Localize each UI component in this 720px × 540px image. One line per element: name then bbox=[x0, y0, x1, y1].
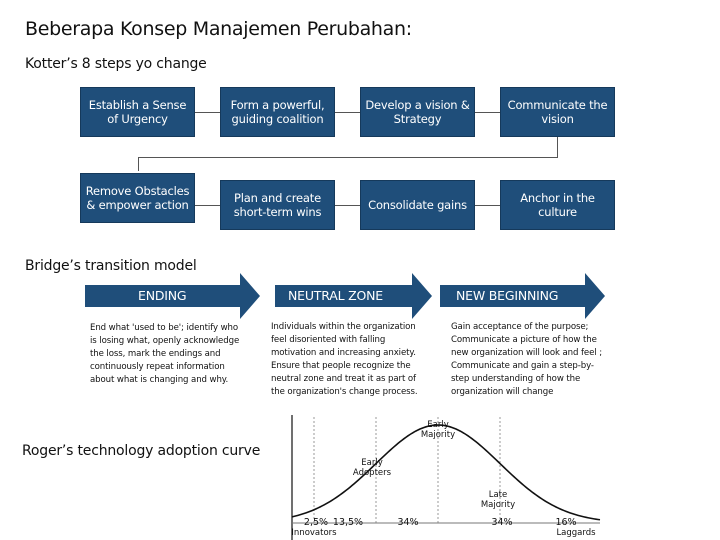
share-label-1: 2,5% bbox=[303, 517, 329, 528]
category-label-1: Innovators bbox=[291, 528, 337, 538]
category-label-2: Early Adopters bbox=[352, 458, 392, 478]
connector-line bbox=[557, 137, 558, 158]
new-beginning-label: NEW BEGINNING bbox=[456, 288, 559, 303]
kotter-step-6: Plan and create short-term wins bbox=[220, 180, 335, 230]
connector-line bbox=[475, 112, 503, 113]
connector-line bbox=[335, 205, 363, 206]
page-title: Beberapa Konsep Manajemen Perubahan: bbox=[25, 18, 412, 40]
rogers-heading: Roger’s technology adoption curve bbox=[22, 443, 261, 459]
share-label-4: 34% bbox=[491, 517, 513, 528]
connector-line bbox=[475, 205, 503, 206]
kotter-step-8: Anchor in the culture bbox=[500, 180, 615, 230]
kotter-step-1: Establish a Sense of Urgency bbox=[80, 87, 195, 137]
category-label-3: Early Majority bbox=[420, 420, 456, 440]
category-label-5: Laggards bbox=[556, 528, 596, 538]
kotter-step-4: Communicate the vision bbox=[500, 87, 615, 137]
connector-line bbox=[138, 157, 558, 158]
connector-line bbox=[138, 157, 139, 171]
kotter-step-5: Remove Obstacles & empower action bbox=[80, 173, 195, 223]
connector-line bbox=[335, 112, 363, 113]
connector-line bbox=[195, 112, 223, 113]
share-label-5: 16% bbox=[555, 517, 577, 528]
category-label-4: Late Majority bbox=[480, 490, 516, 510]
new-beginning-description: Gain acceptance of the purpose; Communicate a picture of how the new organization will look and feel ; Communicate and gain a step-by-step understanding of how the organization will change bbox=[451, 322, 603, 397]
share-label-2: 13,5% bbox=[332, 517, 364, 528]
connector-line bbox=[195, 205, 223, 206]
neutral-zone-description: Individuals within the organization feel disoriented with falling motivation and increasing anxiety. Ensure that people recognize the neutral zone and treat it as part of the organization's change process. bbox=[271, 322, 418, 397]
ending-description: End what 'used to be'; identify who is losing what, openly acknowledge the loss, mark the endings and continuously repeat information about what is changing and why. bbox=[90, 323, 240, 385]
kotter-heading: Kotter’s 8 steps yo change bbox=[25, 56, 207, 72]
ending-label: ENDING bbox=[138, 288, 187, 303]
bridges-heading: Bridge’s transition model bbox=[25, 258, 197, 274]
adoption-curve-chart bbox=[286, 415, 606, 540]
kotter-step-2: Form a powerful, guiding coalition bbox=[220, 87, 335, 137]
share-label-3: 34% bbox=[397, 517, 419, 528]
kotter-step-7: Consolidate gains bbox=[360, 180, 475, 230]
kotter-step-3: Develop a vision & Strategy bbox=[360, 87, 475, 137]
neutral-zone-label: NEUTRAL ZONE bbox=[288, 288, 383, 303]
